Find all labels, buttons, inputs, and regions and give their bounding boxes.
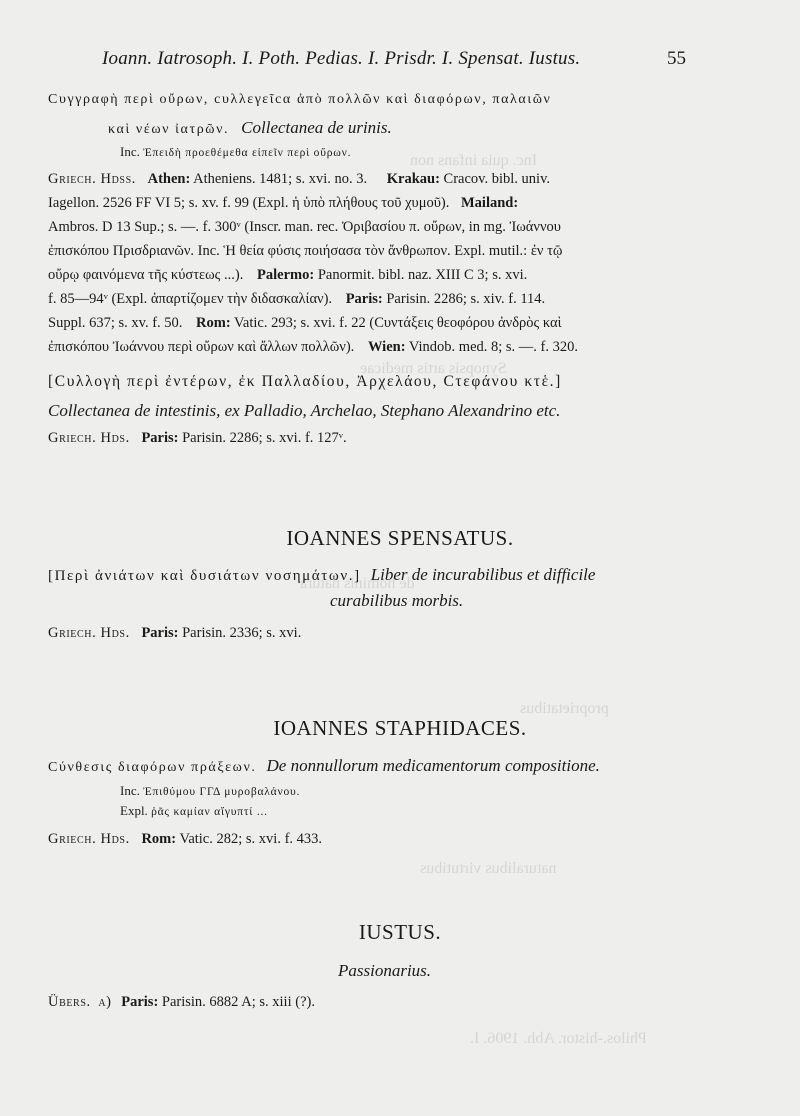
latin-title-2: curabilibus morbis. (330, 591, 464, 610)
manuscripts-label: Griech. Hdss. (48, 171, 136, 187)
incipit-line (120, 144, 351, 160)
latin-title: Collectanea de intestinis, ex Palladio, Archelao, Stephano Alexandrino etc. (48, 401, 561, 420)
ms-line-5 (48, 267, 527, 284)
ms-line (48, 625, 301, 642)
ms-line-4: ἐπισκόπου Πρισδριανῶν. Inc. Ἡ θεία φύσις ποιήσασα τὸν ἄνθρωπον. Expl. mutil.: ἐν τῷ (48, 243, 563, 259)
document-page: Inc. quia infans non Synopsis artis medicae de hominis natura proprietatibus naturalibus virtutibus Philos.-histor. Abh. 1906. I. Ioann. Iatrosoph. I. Poth. Pedias. I. Prisdr. I. Spensat. Iustus. 55 Cυγγραφὴ περὶ οὔρων, cυλλεγεῖcα ἀπὸ πολλῶν καὶ διαφόρων, παλαιῶν καὶ νέων ἰατρῶν. Collectanea de urinis. Inc. Ἐπειδὴ προεθέμεθα εἰπεῖν περὶ οὔρων. Griech. Hdss. Athen: Atheniens. 1481; s. xvi. no. 3. Krakau: Cracov. bibl. univ. Iagellon. 2526 FF VI 5; s. xv. f. 99 (Expl. ἡ ὑπὸ πλήθους τοῦ χυμοῦ). Mailand: Ambros. D 13 Sup.; s. —. f. 300ᵛ (Inscr. man. rec. Ὀριβασίου π. οὔρων, in mg. Ἰωάννου ἐπισκόπου Πρισδριανῶν. Inc. Ἡ θεία φύσις ποιήσασα τὸν ἄνθρωπον. Expl. mutil.: ἐν τῷ οὔρῳ φαινόμενα τῆς κύστεως ...). Palermo: Panormit. bibl. naz. XIII C 3; s. xvi. f. 85—94ᵛ (Expl. ἀπαρτίζομεν τὴν διδασκαλίαν). Paris: Parisin. 2286; s. xiv. f. 114. Suppl. 637; s. xv. f. 50. Rom: Vatic. 293; s. xvi. f. 22 (Cυντάξεις θεοφόρου ἀνδρὸς καὶ ἐπισκόπου Ἰωάννου περὶ οὔρων καὶ ἄλλων πολλῶν). Wien: Vindob. med. 8; s. —. f. 320. [Cυλλογὴ περὶ ἐντέρων, ἐκ Παλλαδίου, Ἀρχελάου, Cτεφάνου κτἑ.] Collectanea de intestinis, ex Palladio, Archelao, Stephano Alexandrino etc. Griech. Hds. Paris: Parisin. 2286; s. xvi. f. 127ᵛ. IOANNES SPENSATUS. [Περὶ ἀνιάτων καὶ δυσιάτων νοσημάτων.] Liber de incurabilibus et difficile curabilibus morbis. Griech. Hds. Paris: Parisin. 2336; s. xvi. IOANNES STAPHIDACES. Cύνθεσις διαφόρων πράξεων. De nonnullorum medicamentorum compositione. Inc. Ἐπιθύμου ΓΓΔ μυροβαλάνου. Expl. ῥᾶς καμίαν αἴγυπτί ... Griech. Hds. Rom: Vatic. 282; s. xvi. f. 433. IUSTUS. Passionarius. Übers. a) Paris: Parisin. 6882 A; s. xiii (?). (0, 0, 800, 1116)
ref-palermo: Panormit. bibl. naz. XIII C 3; s. xvi. (317, 267, 528, 283)
latin-title: De nonnullorum medicamentorum compositione. (266, 756, 600, 775)
library-rom: Rom: (196, 315, 231, 331)
ref-palermo-cont: f. 85—94ᵛ (Expl. ἀπαρτίζομεν τὴν διδασκαλίαν). (48, 291, 333, 307)
section-heading-spensatus: IOANNES SPENSATUS. (286, 526, 514, 550)
explicit-label: Expl. (120, 803, 148, 818)
ms-line (48, 430, 347, 447)
ref-krakau: Cracov. bibl. univ. (443, 171, 550, 187)
library-palermo: Palermo: (257, 267, 315, 283)
incipit-text: Ἐπιθύμου ΓΓΔ μυροβαλάνου. (143, 786, 301, 798)
manuscripts-label: Griech. Hds. (48, 625, 130, 641)
ref-rom: Vatic. 293; s. xvi. f. 22 (Cυντάξεις θεοφόρου ἀνδρὸς καὶ (234, 315, 562, 331)
incipit-label: Inc. (120, 783, 140, 798)
greek-title: [Περὶ ἀνιάτων καὶ δυσιάτων νοσημάτων.] (48, 568, 361, 584)
library-krakau: Krakau: (386, 171, 440, 187)
translations-label: Übers. (48, 994, 91, 1010)
library-paris: Paris: (141, 430, 179, 446)
ms-line-8 (48, 339, 578, 356)
ms-line (48, 831, 322, 848)
explicit-text: ῥᾶς καμίαν αἴγυπτί ... (151, 806, 268, 818)
ref-rom-cont: ἐπισκόπου Ἰωάννου περὶ οὔρων καὶ ἄλλων πολλῶν). (48, 339, 355, 355)
ref-athen: Atheniens. 1481; s. xvi. no. 3. (193, 171, 368, 187)
incipit-text: Ἐπειδὴ προεθέμεθα εἰπεῖν περὶ οὔρων. (143, 147, 352, 159)
section-heading-iustus: IUSTUS. (358, 920, 442, 944)
section-heading-staphidaces: IOANNES STAPHIDACES. (273, 716, 527, 740)
title-line (48, 756, 600, 776)
running-head-title: Ioann. Iatrosoph. I. Poth. Pedias. I. Prisdr. I. Spensat. Iustus. (102, 48, 581, 69)
latin-title: Collectanea de urinis. (241, 118, 392, 137)
ms-line-2 (48, 195, 518, 212)
library-mailand: Mailand: (460, 195, 519, 211)
explicit-line (120, 803, 268, 819)
ref-paris: Parisin. 2286; s. xvi. f. 127ᵛ. (182, 430, 347, 446)
entry-spensatus (48, 565, 758, 645)
running-head (0, 46, 800, 74)
translation-line (48, 994, 315, 1011)
incipit-label: Inc. (120, 144, 140, 159)
ref-wien: Vindob. med. 8; s. —. f. 320. (408, 339, 579, 355)
entry-staphidaces (48, 756, 758, 856)
ref-mailand-cont: οὔρῳ φαινόμενα τῆς κύστεως ...). (48, 267, 244, 283)
library-paris: Paris: (121, 994, 159, 1010)
ref-paris: Parisin. 2336; s. xvi. (182, 625, 302, 641)
library-athen: Athen: (147, 171, 191, 187)
ms-line-7 (48, 315, 562, 332)
ms-line-6 (48, 291, 545, 308)
library-paris: Paris: (141, 625, 179, 641)
ref-paris: Parisin. 2286; s. xiv. f. 114. (386, 291, 546, 307)
greek-title: [Cυλλογὴ περὶ ἐντέρων, ἐκ Παλλαδίου, Ἀρχελάου, Cτεφάνου κτἑ.] (48, 373, 562, 390)
greek-title: Cύνθεσις διαφόρων πράξεων. (48, 760, 257, 775)
ref-paris-cont: Suppl. 637; s. xv. f. 50. (48, 315, 183, 331)
page-number: 55 (667, 48, 686, 69)
ref-paris: Parisin. 6882 A; s. xiii (?). (161, 994, 315, 1010)
entry-collectanea-de-intestinis (48, 373, 758, 463)
latin-title: Passionarius. (338, 961, 432, 980)
library-paris: Paris: (345, 291, 383, 307)
title-line-1 (48, 565, 595, 585)
ref-krakau-cont: Iagellon. 2526 FF VI 5; s. xv. f. 99 (Expl. ἡ ὑπὸ πλήθους τοῦ χυμοῦ). (48, 195, 450, 211)
entry-iustus (48, 961, 758, 1031)
library-wien: Wien: (367, 339, 406, 355)
manuscripts-label: Griech. Hds. (48, 430, 130, 446)
greek-title-line-2: καὶ νέων ἰατρῶν. (108, 122, 230, 137)
translation-item-a: a) (98, 994, 112, 1010)
greek-title-line-1: Cυγγραφὴ περὶ οὔρων, cυλλεγεῖcα ἀπὸ πολλῶν καὶ διαφόρων, παλαιῶν (48, 92, 552, 107)
ms-line-3: Ambros. D 13 Sup.; s. —. f. 300ᵛ (Inscr. man. rec. Ὀριβασίου π. οὔρων, in mg. Ἰωάννου (48, 219, 561, 235)
title-line-2 (108, 118, 392, 138)
manuscripts-label: Griech. Hds. (48, 831, 130, 847)
library-rom: Rom: (141, 831, 177, 847)
entry-collectanea-de-urinis (48, 92, 758, 355)
incipit-line (120, 783, 300, 799)
latin-title-1: Liber de incurabilibus et difficile (370, 565, 596, 584)
ref-rom: Vatic. 282; s. xvi. f. 433. (179, 831, 323, 847)
ms-line-1 (48, 171, 550, 188)
